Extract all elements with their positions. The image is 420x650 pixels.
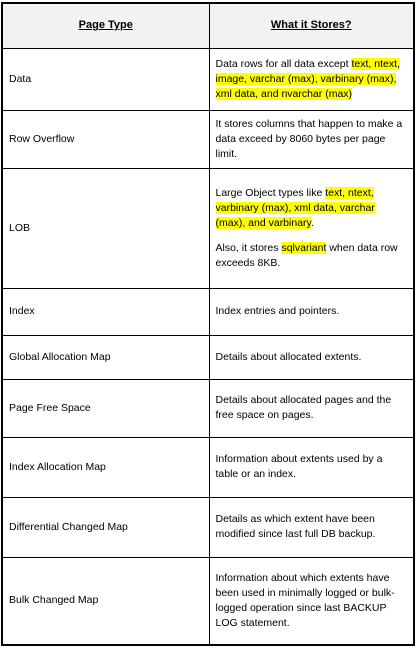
description-paragraph: [216, 304, 408, 319]
description-text: Information about extents used by a table or an index.: [215, 453, 383, 480]
highlighted-text: sqlvariant: [281, 241, 327, 254]
table-row: [3, 437, 413, 497]
description-paragraph: [216, 452, 408, 482]
description-cell: [209, 557, 413, 644]
page-type-cell: Row Overflow: [3, 110, 209, 168]
description-text: Index entries and pointers.: [215, 305, 340, 317]
description-cell: [209, 168, 413, 288]
description-text: Also, it stores: [215, 241, 282, 254]
table-row: [3, 557, 413, 644]
page-types-table-frame: [1, 2, 415, 646]
description-paragraph: [216, 186, 408, 231]
description-paragraph: [216, 571, 408, 631]
page-type-cell: Page Free Space: [3, 379, 209, 437]
page-type-cell: Differential Changed Map: [3, 497, 209, 557]
description-cell: [209, 497, 413, 557]
description-text: Details about allocated pages and the free space on pages.: [215, 394, 392, 421]
page-type-cell: Index: [3, 288, 209, 335]
highlighted-text: image, varchar (max), varbinary (max), xml data, and nvarchar (max): [215, 72, 397, 100]
table-row: [3, 379, 413, 437]
description-paragraph: [216, 350, 408, 365]
description-paragraph: [216, 512, 408, 542]
header-page-type: Page Type: [3, 4, 209, 48]
page-type-cell: Global Allocation Map: [3, 335, 209, 379]
description-text: Details about allocated extents.: [215, 350, 362, 363]
page-type-cell: Data: [3, 48, 209, 110]
description-text: Data rows for all data except: [215, 57, 352, 70]
description-cell: [209, 335, 413, 379]
description-paragraph: [216, 57, 408, 102]
description-paragraph: [216, 241, 408, 271]
table-row: [3, 335, 413, 379]
table-row: [3, 48, 413, 110]
description-text: Information about which extents have been used in minimally logged or bulk-logged operation since last BACKUP LOG statement.: [215, 571, 395, 629]
table-row: [3, 110, 413, 168]
description-cell: [209, 110, 413, 168]
table-header-row: [3, 4, 413, 48]
highlighted-text: text, ntext,: [351, 57, 400, 70]
header-what-it-stores: What it Stores?: [209, 4, 413, 48]
page-type-cell: LOB: [3, 168, 209, 288]
highlighted-text: text, ntext, varbinary (max), xml data, varchar (max), and varbinary: [215, 186, 375, 229]
page-type-cell: Bulk Changed Map: [3, 557, 209, 644]
description-text: when data row exceeds 8KB.: [215, 241, 398, 269]
table-row: [3, 168, 413, 288]
description-text: Details as which extent have been modified since last full DB backup.: [215, 513, 376, 540]
description-text: It stores columns that happen to make a data exceed by 8060 bytes per page limit.: [215, 117, 403, 160]
description-paragraph: [216, 393, 408, 423]
description-text: Large Object types like: [215, 186, 326, 199]
description-cell: [209, 379, 413, 437]
table-row: [3, 288, 413, 335]
page-types-table: [3, 4, 413, 644]
description-paragraph: [216, 117, 408, 162]
description-text: .: [311, 216, 314, 229]
description-cell: [209, 288, 413, 335]
table-row: [3, 497, 413, 557]
page-type-cell: Index Allocation Map: [3, 437, 209, 497]
description-cell: [209, 437, 413, 497]
description-cell: [209, 48, 413, 110]
